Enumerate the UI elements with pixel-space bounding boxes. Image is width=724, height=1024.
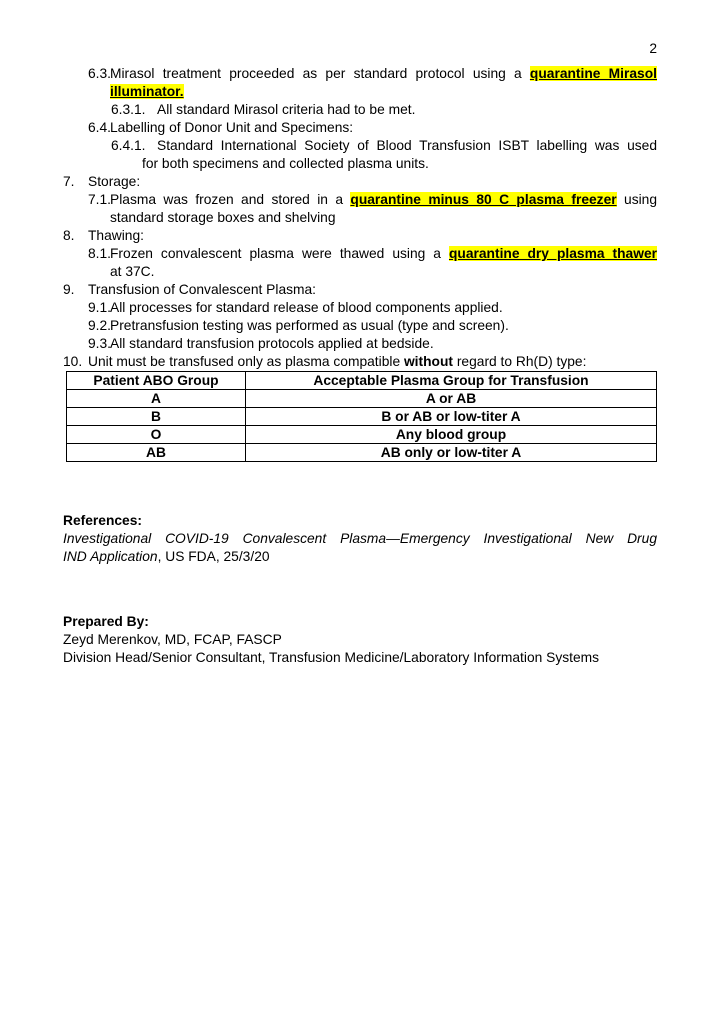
text-run: Mirasol treatment proceeded as per standard protocol using a xyxy=(110,66,530,81)
highlight-run: quarantine dry plasma thawer xyxy=(448,246,657,261)
table-row xyxy=(67,426,657,444)
highlight-run: illuminator. xyxy=(110,84,184,99)
list-item xyxy=(63,119,657,137)
text-run: Thawing: xyxy=(88,228,144,243)
highlight-run: quarantine Mirasol xyxy=(529,66,657,81)
list-item-number: 7.1. xyxy=(88,192,112,207)
references-body xyxy=(63,530,657,566)
text-run: All processes for standard release of blood components applied. xyxy=(110,300,503,315)
text-line xyxy=(63,281,657,299)
list-item-number: 6.4.1. xyxy=(111,138,146,153)
text-run: , US FDA, 25/3/20 xyxy=(157,549,270,564)
text-run: using xyxy=(616,192,657,207)
list-item xyxy=(63,101,657,119)
list-item-number: 9.1. xyxy=(88,300,112,315)
list-item xyxy=(63,65,657,101)
abo-compatibility-table xyxy=(66,371,657,462)
text-run: regard to Rh(D) type: xyxy=(453,354,587,369)
text-line xyxy=(63,173,657,191)
text-line xyxy=(63,353,657,371)
table-row xyxy=(67,390,657,408)
prepared-by-name: Zeyd Merenkov, MD, FCAP, FASCP xyxy=(63,632,282,647)
list-item-number: 6.4. xyxy=(88,120,112,135)
list-item xyxy=(63,245,657,281)
text-line xyxy=(63,335,657,353)
list-item xyxy=(63,317,657,335)
list-item xyxy=(63,227,657,245)
list-item-number: 9. xyxy=(63,282,75,297)
prepared-by-section xyxy=(63,613,657,667)
list-item-number: 7. xyxy=(63,174,75,189)
bold-run: without xyxy=(403,354,453,369)
list-item xyxy=(63,299,657,317)
list-item-number: 6.3. xyxy=(88,66,112,81)
text-run: Plasma was frozen and stored in a xyxy=(110,192,351,207)
table-header-cell: Acceptable Plasma Group for Transfusion xyxy=(246,372,657,390)
table-header-cell: Patient ABO Group xyxy=(67,372,246,390)
text-run: standard storage boxes and shelving xyxy=(110,210,336,225)
text-line xyxy=(63,101,657,119)
text-run: Unit must be transfused only as plasma compatible xyxy=(88,354,404,369)
text-line xyxy=(63,119,657,137)
list-item-number: 10. xyxy=(63,354,83,369)
text-run: All standard transfusion protocols applied at bedside. xyxy=(110,336,434,351)
table-cell: Any blood group xyxy=(246,426,657,444)
text-line xyxy=(63,65,657,83)
list-item xyxy=(63,137,657,173)
table-header-row xyxy=(67,372,657,390)
prepared-by-title: Division Head/Senior Consultant, Transfusion Medicine/Laboratory Information Systems xyxy=(63,650,600,665)
prepared-by-heading: Prepared By: xyxy=(63,614,149,629)
references-heading: References: xyxy=(63,513,142,528)
table-cell: AB only or low-titer A xyxy=(246,444,657,462)
list-item-number: 9.3. xyxy=(88,336,112,351)
text-run: at 37C. xyxy=(110,264,155,279)
table-cell: A or AB xyxy=(246,390,657,408)
list-item xyxy=(63,353,657,371)
italic-run: Investigational COVID-19 Convalescent Plasma—Emergency Investigational New Drug xyxy=(63,531,657,546)
text-run: Standard International Society of Blood Transfusion ISBT labelling was used xyxy=(157,138,657,153)
text-line xyxy=(63,191,657,209)
list-item xyxy=(63,335,657,353)
page-content xyxy=(63,65,657,667)
text-run: Pretransfusion testing was performed as usual (type and screen). xyxy=(110,318,509,333)
list-item-number: 8. xyxy=(63,228,75,243)
text-line xyxy=(63,317,657,335)
list-item xyxy=(63,191,657,227)
numbered-list xyxy=(63,65,657,371)
text-run: Transfusion of Convalescent Plasma: xyxy=(88,282,317,297)
list-item xyxy=(63,173,657,191)
text-line xyxy=(63,227,657,245)
text-run: Storage: xyxy=(88,174,141,189)
references-line xyxy=(63,530,657,548)
text-line xyxy=(63,299,657,317)
table-cell: B xyxy=(67,408,246,426)
table-cell: A xyxy=(67,390,246,408)
table-cell: B or AB or low-titer A xyxy=(246,408,657,426)
text-line xyxy=(63,155,657,173)
text-run: All standard Mirasol criteria had to be met. xyxy=(157,102,416,117)
text-line xyxy=(63,83,657,101)
table-row xyxy=(67,408,657,426)
page-number: 2 xyxy=(649,41,657,56)
text-line xyxy=(63,245,657,263)
list-item-number: 9.2. xyxy=(88,318,112,333)
highlight-run: quarantine minus 80 C plasma freezer xyxy=(350,192,617,207)
text-run: Frozen convalescent plasma were thawed using a xyxy=(110,246,449,261)
text-run: for both specimens and collected plasma units. xyxy=(142,156,429,171)
references-section xyxy=(63,512,657,566)
list-item xyxy=(63,281,657,299)
list-item-number: 6.3.1. xyxy=(111,102,146,117)
text-line xyxy=(63,137,657,155)
table-cell: AB xyxy=(67,444,246,462)
text-line xyxy=(63,209,657,227)
text-line xyxy=(63,263,657,281)
text-run: Labelling of Donor Unit and Specimens: xyxy=(110,120,354,135)
italic-run: IND Application xyxy=(63,549,158,564)
references-line xyxy=(63,548,657,566)
table-row xyxy=(67,444,657,462)
list-item-number: 8.1. xyxy=(88,246,112,261)
table-cell: O xyxy=(67,426,246,444)
